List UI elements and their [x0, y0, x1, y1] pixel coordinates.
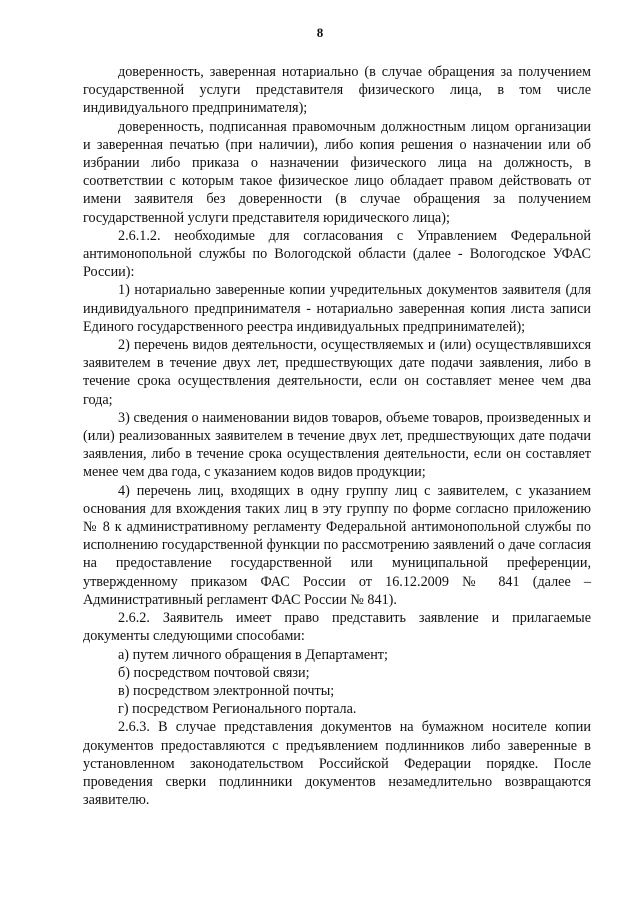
- list-item-g: г) посредством Регионального портала.: [118, 701, 357, 718]
- paragraph-2-6-2: 2.6.2. Заявитель имеет право представить заявление и прилагаемые документы следующими способами:: [83, 610, 591, 645]
- paragraph-2-6-1-2: 2.6.1.2. необходимые для согласования с Управлением Федеральной антимонопольной службы по Вологодской области (далее - Вологодское УФАС России):: [83, 227, 591, 281]
- paragraph-signed-proxy: доверенность, подписанная правомочным должностным лицом организации и заверенная печатью (при наличии), либо копия решения о назначении или об избрании либо приказа о назначении физического лица на должность, в соответствии с которым такое физическое лицо обладает правом действовать от имени заявителя без доверенности (в случае обращения за получением государственной услуги представителя юридического лица);: [83, 118, 591, 226]
- paragraph-item-4: 4) перечень лиц, входящих в одну группу лиц с заявителем, с указанием основания для вхождения таких лиц в эту группу по форме согласно приложению № 8 к административному регламенту Федеральной антимонопольной службы по исполнению государственной функции по рассмотрению заявлений о даче согласия на предоставление государственной или муниципальной преференции, утвержденному приказом ФАС России от 16.12.2009 № 841 (далее – Административный регламент ФАС России № 841).: [83, 482, 591, 608]
- list-item-b: б) посредством почтовой связи;: [118, 664, 310, 681]
- paragraph-item-2: 2) перечень видов деятельности, осуществляемых и (или) осуществлявшихся заявителем в течение двух лет, предшествующих дате подачи заявления, либо в течение срока осуществления деятельности, если он составляет менее чем два года;: [83, 337, 591, 408]
- paragraph-notarized-proxy: доверенность, заверенная нотариально (в случае обращения за получением государственной услуги представителя физического лица, в том числе индивидуального предпринимателя);: [83, 64, 591, 117]
- list-item-a: а) путем личного обращения в Департамент;: [118, 646, 388, 663]
- list-item-v: в) посредством электронной почты;: [118, 682, 335, 699]
- paragraph-2-6-3: 2.6.3. В случае представления документов на бумажном носителе копии документов предоставляются с предъявлением подлинников либо заверенные в установленном законодательством Российской Федерации порядке. После проведения сверки подлинники документов незамедлительно возвращаются заявителю.: [83, 719, 591, 809]
- page-number: 8: [316, 25, 324, 40]
- paragraph-item-1: 1) нотариально заверенные копии учредительных документов заявителя (для индивидуального предпринимателя - нотариально заверенная копия листа записи Единого государственного реестра индивидуальных предпринимателей);: [83, 282, 591, 335]
- document-body: [83, 63, 591, 809]
- paragraph-item-3: 3) сведения о наименовании видов товаров, объеме товаров, произведенных и (или) реализованных заявителем в течение двух лет, предшествующих дате подачи заявления, либо в течение срока осуществления деятельности, если он составляет менее чем два года, с указанием кодов видов продукции;: [83, 409, 591, 481]
